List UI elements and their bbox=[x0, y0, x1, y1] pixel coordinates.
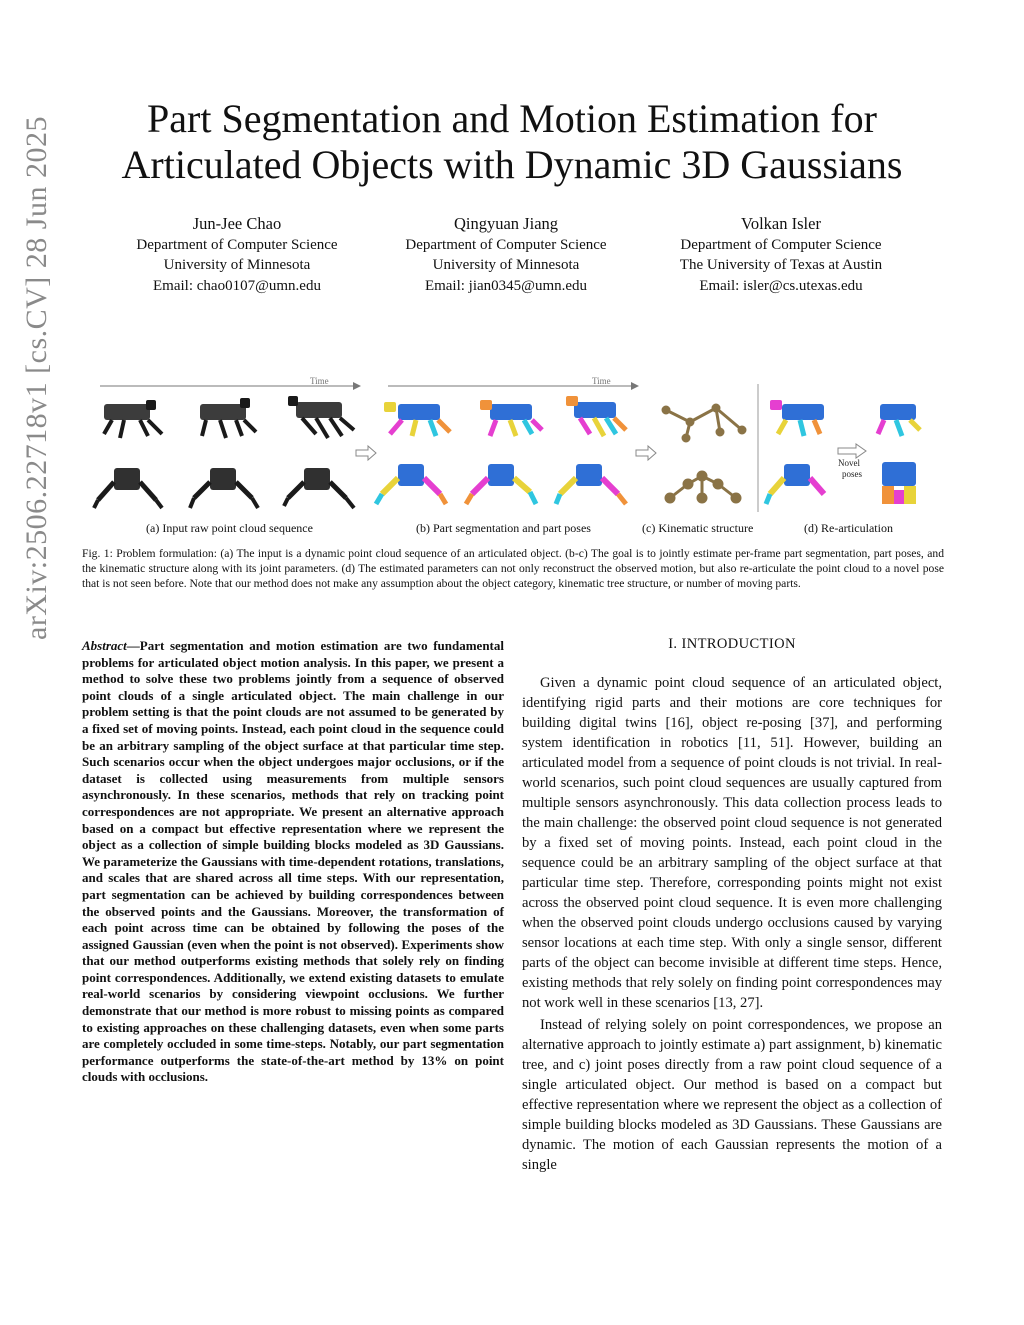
figure-illustration bbox=[90, 372, 940, 540]
raw-cloud-bottom-3 bbox=[284, 468, 354, 508]
kinematic-structure-top bbox=[663, 405, 745, 441]
author-affiliation: University of Minnesota bbox=[432, 257, 580, 273]
author-1 bbox=[102, 214, 372, 296]
author-dept: Department of Computer Science bbox=[136, 236, 338, 253]
novel-poses-arrow bbox=[838, 444, 866, 458]
raw-cloud-bottom-2 bbox=[190, 468, 258, 508]
subcaption-b: (b) Part segmentation and part poses bbox=[416, 521, 591, 535]
intro-paragraph-1: Given a dynamic point cloud sequence of an articulated object, identifying rigid parts and their motions are core techniques for building digital twins [16], object re-posing [37], and performing system identification in robotics [11, 51]. However, building an articulated model from a sequence of point clouds is not trivial. In real-world scenarios, such point cloud sequences are usually captured from multiple sensors asynchronously. This data collection process leads to the main challenge: the observed point cloud sequence is not generated by a fixed set of moving points. Instead, each point cloud in the sequence could be an arbitrary sampling of the object surface at that particular time step. Therefore, corresponding points might not exist across the observed point cloud sequence. It is even more challenging when the observed point clouds undergo occlusions caused by varying sensor locations at each time step. With only a single sensor, different parts of the object can become invisible at different time steps. Hence, existing methods that rely solely on finding point correspondences may not work well in these scenarios [13, 27]. bbox=[522, 675, 942, 1011]
segmented-cloud-top-1 bbox=[384, 402, 450, 436]
abstract bbox=[82, 638, 504, 1086]
raw-cloud-top-3 bbox=[288, 396, 354, 438]
author-name: Volkan Isler bbox=[741, 214, 821, 233]
subcaption-c: (c) Kinematic structure bbox=[642, 521, 754, 535]
rearticulated-cloud-bottom-1 bbox=[766, 464, 824, 504]
abstract-dash: — bbox=[126, 638, 140, 653]
author-email: Email: isler@cs.utexas.edu bbox=[699, 277, 863, 294]
hollow-arrow-ab bbox=[356, 446, 376, 460]
author-affiliation: The University of Texas at Austin bbox=[679, 257, 883, 273]
author-affiliation: University of Minnesota bbox=[163, 257, 311, 273]
segmented-cloud-bottom-1 bbox=[376, 464, 446, 504]
subcaption-d: (d) Re-articulation bbox=[804, 521, 893, 535]
raw-cloud-bottom-1 bbox=[94, 468, 162, 508]
intro-paragraph-2: Instead of relying solely on point correspondences, we propose an alternative approach to jointly estimate a) part assignment, b) kinematic tree, and c) joint poses directly from a raw point cloud sequence of a single articulated object. Our method is based on a compact but effective representation where we represent the object as a collection of simple building blocks modeled as 3D Gaussians. These Gaussians are dynamic. The motion of each Gaussian represents the motion of a single bbox=[522, 1017, 942, 1173]
author-name: Jun-Jee Chao bbox=[192, 214, 282, 233]
author-dept: Department of Computer Science bbox=[405, 236, 607, 253]
abstract-text: Part segmentation and motion estimation are two fundamental problems for articulated object motion analysis. In this paper, we present a method to solve these two problems jointly from a sequence of observed point clouds of a single articulated object. The main challenge in our problem setting is that the point clouds are not assumed to be generated by a fixed set of moving points. Instead, each point cloud in the sequence could be an arbitrary sampling of the object surface at that particular time step. Such scenarios occur when the object undergoes major occlusions, or if the dataset is collected using measurements from multiple sensors asynchronously. In these scenarios, methods that rely on tracking point correspondences are not appropriate. We present an alternative approach based on a compact but effective representation where we represent the object as a collection of simple building blocks modeled as 3D Gaussians. We parameterize the Gaussians with time-dependent rotations, translations, and scales that are shared across all time steps. With our representation, part segmentation can be achieved by building correspondences between the observed points and the Gaussians. Moreover, the transformation of each point across time can be obtained by following the poses of the assigned Gaussian (even when the point is not observed). Experiments show that our method outperforms existing methods that solely rely on finding point correspondences. Additionally, we extend existing datasets to emulate real-world scenarios by considering viewpoint occlusions. We further demonstrate that our method is more robust to missing points as compared to existing approaches on these challenging datasets, even when some parts are completely occluded in some time-steps. Notably, our part segmentation performance outperforms the state-of-the-art method by 13% on point clouds with occlusions. bbox=[82, 638, 504, 1085]
author-email: Email: jian0345@umn.edu bbox=[424, 277, 588, 294]
segmented-cloud-top-3 bbox=[566, 396, 626, 436]
paper-title bbox=[0, 96, 1024, 188]
time-label-a: Time bbox=[310, 376, 329, 386]
author-email: Email: chao0107@umn.edu bbox=[153, 277, 321, 294]
author-3 bbox=[646, 214, 916, 296]
time-label-b: Time bbox=[592, 376, 611, 386]
rearticulated-cloud-bottom-2 bbox=[882, 462, 916, 504]
author-2 bbox=[371, 214, 641, 296]
title-line-1: Part Segmentation and Motion Estimation for bbox=[147, 96, 877, 141]
novel-poses-text-line-2: poses bbox=[842, 469, 862, 479]
segmented-cloud-top-2 bbox=[480, 400, 542, 436]
raw-cloud-top-2 bbox=[200, 398, 256, 438]
title-line-2: Articulated Objects with Dynamic 3D Gaussians bbox=[121, 142, 903, 187]
figure-caption: Fig. 1: Problem formulation: (a) The input is a dynamic point cloud sequence of an articulated object. (b-c) The goal is to jointly estimate per-frame part segmentation, part poses, and the kinematic structure along with its joint parameters. (d) The estimated parameters can not only reconstruct the observed motion, but also re-articulate the point cloud to a novel pose that is not seen before. Note that our method does not make any assumption about the object category, kinematic tree structure, or number of moving parts. bbox=[82, 547, 944, 591]
subcaption-a: (a) Input raw point cloud sequence bbox=[146, 521, 313, 535]
section-heading-introduction: I. INTRODUCTION bbox=[668, 636, 796, 652]
abstract-lead: Abstract bbox=[82, 638, 127, 653]
hollow-arrow-bc bbox=[636, 446, 656, 460]
rearticulated-cloud-top-1 bbox=[770, 400, 824, 436]
raw-cloud-top-1 bbox=[104, 400, 162, 438]
kinematic-structure-bottom bbox=[666, 472, 740, 502]
novel-poses-text: Novel bbox=[838, 458, 860, 468]
introduction-body bbox=[522, 673, 942, 1175]
figure-1 bbox=[90, 372, 940, 540]
segmented-cloud-bottom-2 bbox=[466, 464, 536, 504]
novel-poses-label bbox=[838, 458, 862, 479]
author-name: Qingyuan Jiang bbox=[453, 214, 559, 233]
rearticulated-cloud-top-2 bbox=[878, 404, 920, 436]
author-dept: Department of Computer Science bbox=[680, 236, 882, 253]
segmented-cloud-bottom-3 bbox=[556, 464, 626, 504]
arxiv-stamp: arXiv:2506.22718v1 [cs.CV] 28 Jun 2025 bbox=[20, 116, 53, 640]
